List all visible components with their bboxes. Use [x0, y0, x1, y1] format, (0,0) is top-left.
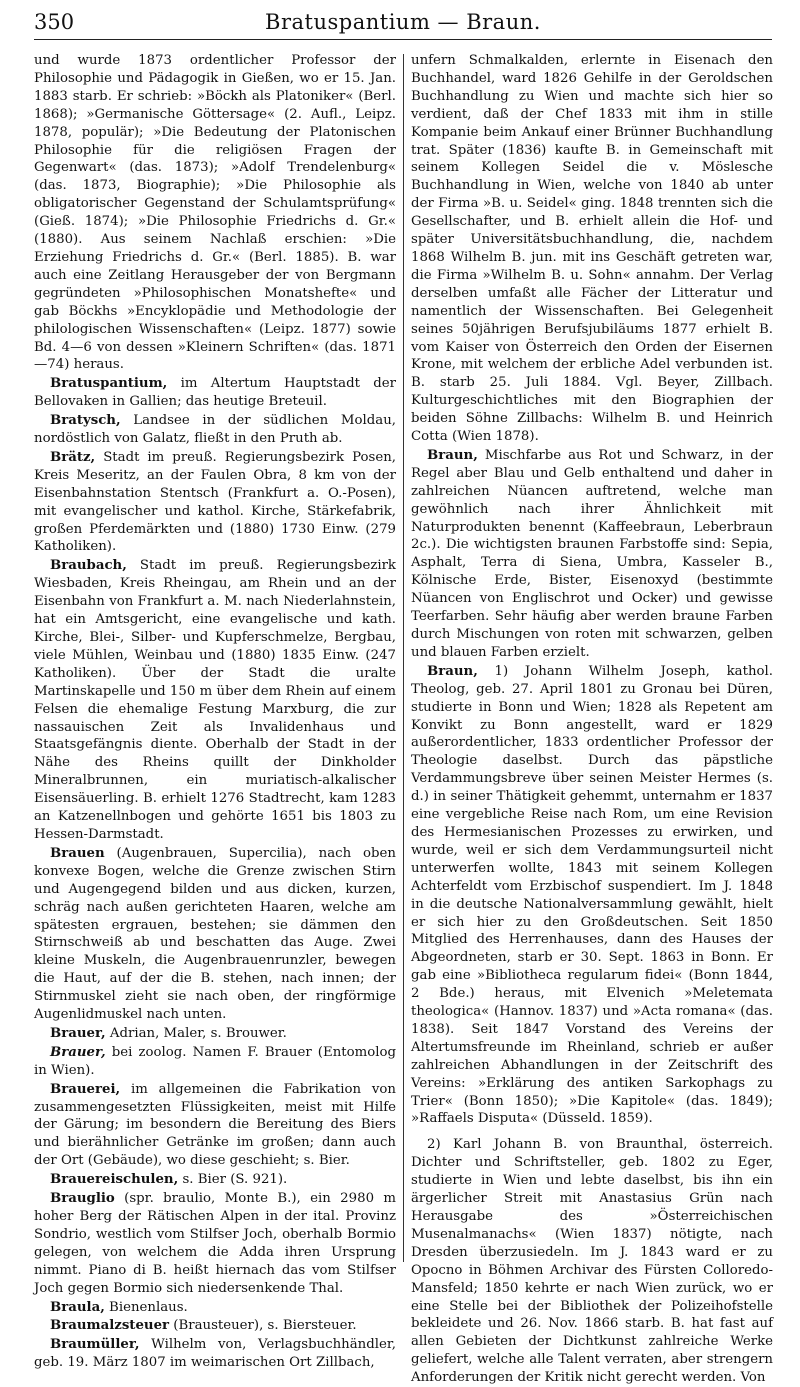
dictionary-entry	[34, 1081, 396, 1171]
entry-headword: Braumalzsteuer	[50, 1318, 170, 1334]
entry-text: Mischfarbe aus Rot und Schwarz, in der Regel aber Blau und Gelb enthaltend und daher in zahlreichen Nüancen auftretend, welche man gewöhnlich nach ihrer Ähnlichkeit mit Naturprodukten benennt (Kaffeebraun, Leberbraun 2c.). Die wichtigsten braunen Farbstoffe sind: Sepia, Asphalt, Terra di Siena, Umbra, Kasseler B., Kölnische Erde, Bister, Eisenoxyd (bestimmte Nüancen von Englischrot und Ocker) und gewisse Teerfarben. Sehr häufig aber werden braune Farben durch Mischungen von roten mit schwarzen, gelben und blauen Farben erzielt.	[411, 447, 773, 660]
entry-headword: Bratuspantium,	[50, 376, 168, 392]
entry-text: und wurde 1873 ordentlicher Professor der Philosophie und Pädagogik in Gießen, wo er 15. Jan. 1883 starb. Er schrieb: »Böckh als Platoniker« (Berl. 1868); »Germanische Göttersage« (2. Aufl., Leipz. 1878, populär); »Die Bedeutung der Platonischen Philosophie für die religiösen Fragen der Gegenwart« (das. 1873); »Adolf Trendelenburg« (das. 1873, Biographie); »Die Philosophie als obligatorischer Gegenstand der Schulamtsprüfung« (Gieß. 1874); »Die Philosophie Friedrichs d. Gr.« (1880). Aus seinem Nachlaß erschien: »Die Erziehung Friedrichs d. Gr.« (Berl. 1885). B. war auch eine Zeitlang Herausgeber der von Bergmann gegründeten »Philosophischen Monatshefte« und gab Böckhs »Encyklopädie und Methodologie der philologischen Wissenschaften« (Leipz. 1877) sowie Bd. 4—6 von dessen »Kleinern Schriften« (das. 1871—74) heraus.	[34, 53, 396, 373]
left-column	[34, 52, 403, 1371]
entry-text: (Brausteuer), s. Biersteuer.	[169, 1318, 357, 1334]
dictionary-entry	[34, 1299, 396, 1317]
dictionary-entry	[34, 557, 396, 844]
entry-text: Bienenlaus.	[104, 1299, 188, 1315]
dictionary-entry	[34, 412, 396, 448]
entry-headword: Brauen	[50, 845, 105, 861]
entry-text: Stadt im preuß. Regierungsbezirk Wiesbaden, Kreis Rheingau, am Rhein und an der Eisenbahn von Frankfurt a. M. nach Niederlahnstein, hat ein Amtsgericht, eine evangelische und kath. Kirche, Blei-, Silber- und Kupferschmelze, Bergbau, viele Mühlen, Weinbau und (1880) 1835 Einw. (247 Katholiken). Über der Stadt die uralte Martinskapelle und 150 m über dem Rhein auf einem Felsen die ehemalige Festung Marxburg, die zur nassauischen Zeit als Invalidenhaus und Staatsgefängnis diente. Oberhalb der Stadt in der Nähe des Rheins quillt der Dinkholder Mineralbrunnen, ein muriatisch-alkalischer Eisensäuerling. B. erhielt 1276 Stadtrecht, kam 1283 an Katzenellnbogen und gehörte 1651 bis 1803 zu Hessen-Darmstadt.	[34, 558, 396, 842]
entry-text: bei zoolog. Namen F. Brauer (Entomolog in Wien).	[34, 1044, 396, 1078]
entry-text: Wilhelm von, Verlagsbuchhändler, geb. 19. März 1807 im weimarischen Ort Zillbach,	[34, 1337, 396, 1371]
dictionary-entry	[34, 1336, 396, 1372]
right-column	[404, 52, 773, 1386]
dictionary-entry	[411, 663, 773, 1129]
dictionary-entry	[34, 1317, 396, 1335]
entry-headword: Brauer,	[50, 1025, 106, 1041]
dictionary-entry	[34, 1190, 396, 1297]
entry-continuation	[411, 52, 773, 446]
entry-headword: Braula,	[50, 1299, 105, 1315]
entry-headword: Brauglio	[50, 1191, 115, 1207]
entry-headword: Brätz,	[50, 449, 96, 465]
dictionary-entry	[34, 1171, 396, 1189]
entry-continuation	[411, 1136, 773, 1387]
entry-continuation	[34, 52, 396, 374]
entry-text: 2) Karl Johann B. von Braunthal, österreich. Dichter und Schriftsteller, geb. 1802 zu Eger, studierte in Wien und lebte daselbst, bis ihn ein ärgerlicher Streit mit Anastasius Grün nach Herausgabe des »Österreichischen Musenalmanachs« (Wien 1837) nötigte, nach Dresden überzusiedeln. Im J. 1843 ward er zu Opocno in Böhmen Archivar des Fürsten Colloredo-Mansfeld; 1850 kehrte er nach Wien zurück, wo er eine Stelle bei der Bibliothek der Polizeihofstelle bekleidete und 26. Nov. 1866 starb. B. hat fast auf allen Gebieten der Dichtkunst zahlreiche Werke geliefert, welche alle Talent verraten, aber strengern Anforderungen der Kritik nicht gerecht werden. Von	[411, 1137, 773, 1386]
entry-text: (Augenbrauen, Supercilia), nach oben konvexe Bogen, welche die Grenze zwischen Stirn und Augengegend bilden und aus dicken, kurzen, schräg nach außen gerichteten Haaren, welche am spätesten ergrauen, bestehen; sie dämmen den Stirnschweiß ab und beschatten das Auge. Zwei kleine Muskeln, die Augenbrauenrunzler, bewegen die Haut, auf der die B. stehen, nach innen; der Stirnmuskel zieht sie nach oben, der ringförmige Augenlidmuskel nach unten.	[34, 845, 396, 1023]
entry-text: Adrian, Maler, s. Brouwer.	[105, 1025, 287, 1041]
entry-headword: Brauerei,	[50, 1081, 121, 1097]
entry-text: Stadt im preuß. Regierungsbezirk Posen, Kreis Meseritz, an der Faulen Obra, 8 km von der Eisenbahnstation Stentsch (Frankfurt a. O.-Posen), mit evangelischer und kathol. Kirche, Stärkefabrik, großen Pferdemärkten und (1880) 1730 Einw. (279 Katholiken).	[34, 449, 396, 555]
entry-text: unfern Schmalkalden, erlernte in Eisenach den Buchhandel, ward 1826 Gehilfe in der Geroldschen Buchhandlung zu Wien und machte sich hier so verdient, daß der Chef 1833 mit ihm in stille Kompanie beim Ankauf einer Brünner Buchhandlung trat. Später (1836) kaufte B. in Gemeinschaft mit seinem Kollegen Seidel die v. Möslesche Buchhandlung in Wien, welche von 1840 ab unter der Firma »B. u. Seidel« ging. 1848 trennten sich die Gesellschafter, und B. erhielt allein die Hof- und später Universitätsbuchhandlung, die, nachdem 1868 Wilhelm B. jun. mit ins Geschäft getreten war, die Firma »Wilhelm B. u. Sohn« annahm. Der Verlag derselben umfaßt alle Fächer der Litteratur und namentlich der Wissenschaften. Bei Gelegenheit seines 50jährigen Berufsjubiläums 1877 erhielt B. vom Kaiser von Österreich den Orden der Eisernen Krone, mit welchem der erbliche Adel verbunden ist. B. starb 25. Juli 1884. Vgl. Beyer, Zillbach. Kulturgeschichtliches mit den Biographien der beiden Söhne Zillbachs: Wilhelm B. und Heinrich Cotta (Wien 1878).	[411, 53, 773, 445]
dictionary-entry	[411, 447, 773, 662]
entry-headword: Braumüller,	[50, 1337, 140, 1353]
dictionary-entry	[34, 1025, 396, 1043]
entry-text: im Altertum Hauptstadt der Bellovaken in Gallien; das heutige Breteuil.	[34, 376, 396, 410]
entry-text: 1) Johann Wilhelm Joseph, kathol. Theolog, geb. 27. April 1801 zu Gronau bei Düren, studierte in Bonn und Wien; 1828 als Repetent am Konvikt zu Bonn angestellt, ward er 1829 außerordentlicher, 1833 ordentlicher Professor der Theologie daselbst. Durch das päpstliche Verdammungsbreve über seinen Meister Hermes (s. d.) in seiner Thätigkeit gehemmt, unternahm er 1837 eine vergebliche Reise nach Rom, um eine Revision des Hermesianischen Prozesses zu erwirken, und wurde, weil er sich dem Verdammungsurteil nicht unterwerfen wollte, 1843 mit seinem Kollegen Achterfeldt vom Erzbischof suspendiert. Im J. 1848 in die deutsche Nationalversammlung gewählt, hielt er sich hier zu den Großdeutschen. Seit 1850 Mitglied des Herrenhauses, dann des Hauses der Abgeordneten, starb er 30. Sept. 1863 in Bonn. Er gab eine »Bibliotheca regularum fidei« (Bonn 1844, 2 Bde.) heraus, mit Elvenich »Meletemata theologica« (Hannov. 1837) und »Acta romana« (das. 1838). Seit 1847 Vorstand des Vereins der Altertumsfreunde im Rheinland, schrieb er außer zahlreichen Abhandlungen in der Zeitschrift des Vereins: »Erklärung des antiken Sarkophags zu Trier« (Bonn 1850); »Die Kapitole« (das. 1849); »Raffaels Disputa« (Düsseld. 1859).	[411, 663, 773, 1127]
entry-text: Landsee in der südlichen Moldau, nordöstlich von Galatz, fließt in den Pruth ab.	[34, 413, 396, 447]
entry-text: (spr. braulio, Monte B.), ein 2980 m hoher Berg der Rätischen Alpen in der ital. Provinz Sondrio, westlich vom Stilfser Joch, oberhalb Bormio gelegen, von welchem die Adda ihren Ursprung nimmt. Piano di B. heißt hiernach das vom Stilfser Joch gegen Bormio sich niedersenkende Thal.	[34, 1191, 396, 1296]
dictionary-entry	[34, 845, 396, 1024]
dictionary-entry	[34, 1044, 396, 1080]
entry-headword: Braun,	[427, 663, 478, 679]
entry-headword: Brauereischulen,	[50, 1172, 179, 1188]
entry-headword: Bratysch,	[50, 413, 121, 429]
entry-headword: Brauer,	[50, 1044, 106, 1060]
entry-headword: Braun,	[427, 447, 478, 463]
entry-text: im allgemeinen die Fabrikation von zusammengesetzten Flüssigkeiten, meist mit Hilfe der Gärung; im besondern die Bereitung des Biers und bierähnlicher Getränke im großen; dann auch der Ort (Gebäude), wo diese geschieht; s. Bier.	[34, 1081, 396, 1169]
page-title: Bratuspantium — Braun.	[265, 10, 541, 34]
page-number: 350	[34, 10, 75, 34]
running-head	[34, 0, 772, 40]
dictionary-entry	[34, 375, 396, 411]
entry-headword: Braubach,	[50, 558, 127, 574]
dictionary-entry	[34, 449, 396, 556]
text-columns	[34, 52, 773, 1386]
entry-text: s. Bier (S. 921).	[178, 1172, 288, 1188]
